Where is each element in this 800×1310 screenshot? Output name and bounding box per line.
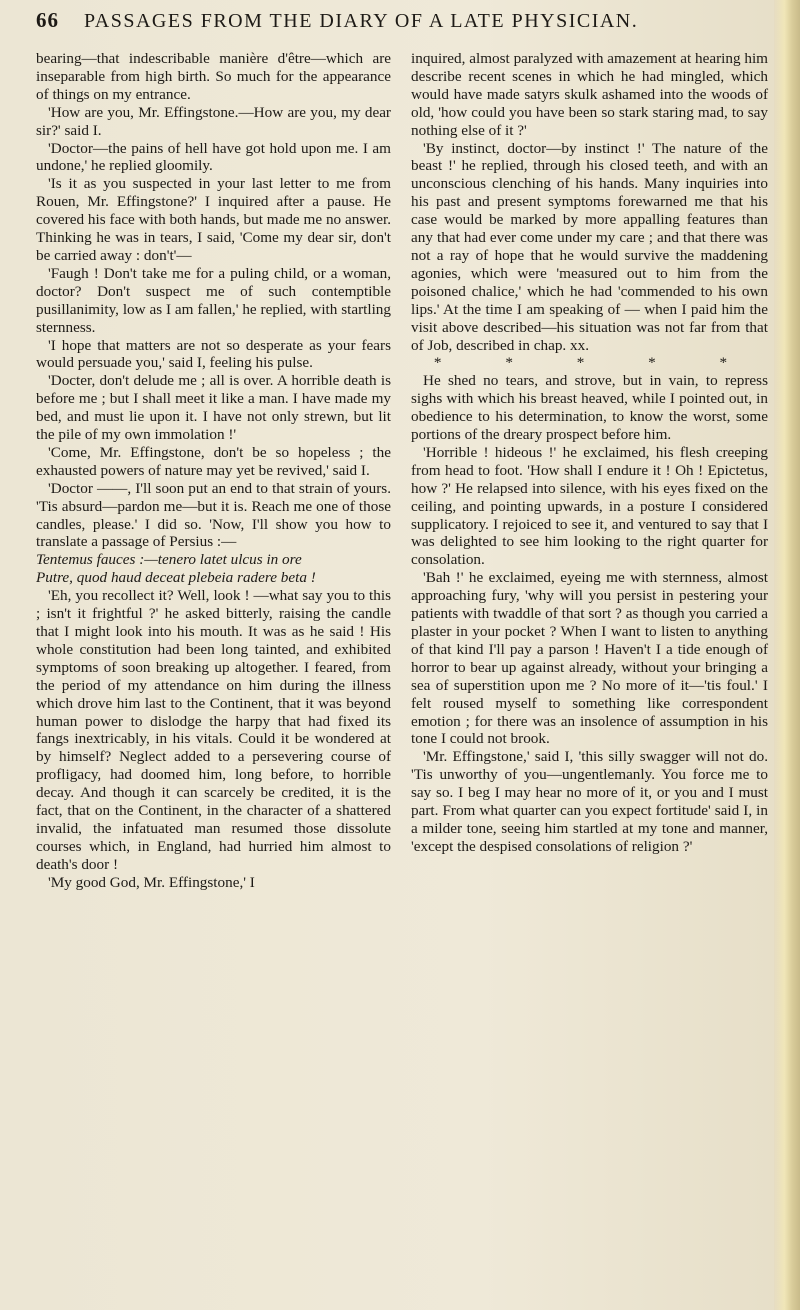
- section-break: * * * * *: [433, 354, 758, 372]
- page-number: 66: [36, 8, 59, 32]
- paragraph: 'Faugh ! Don't take me for a puling child, or a woman, doctor? Don't suspect me of such contemptible pusillanimity, low as I am fallen,' he replied, with startling sternness.: [36, 264, 391, 336]
- page-header: [36, 6, 776, 40]
- left-column: [36, 50, 391, 892]
- paragraph: 'Doctor—the pains of hell have got hold upon me. I am undone,' he replied gloomily.: [36, 139, 391, 175]
- paragraph: 'Come, Mr. Effingstone, don't be so hopeless ; the exhausted powers of nature may yet be revived,' said I.: [36, 443, 391, 479]
- right-column: [411, 50, 768, 856]
- paragraph: 'How are you, Mr. Effingstone.—How are you, my dear sir?' said I.: [36, 103, 391, 139]
- paragraph: 'By instinct, doctor—by instinct !' The nature of the beast !' he replied, through his closed teeth, and with an unconscious clenching of his hands. Many inquiries into his past and present symptoms forewarned me that his case would be marked by more appalling features than any that had ever come under my care ; and that there was not a ray of hope that he would survive the maddening agonies, which were 'measured out to him from the poisoned chalice,' which he had 'commended to his own lips.' At the time I am speaking of — when I paid him the visit above described—his situation was not far from that of Job, described in chap. xx.: [411, 139, 768, 354]
- paragraph: 'I hope that matters are not so desperate as your fears would persuade you,' said I, feeling his pulse.: [36, 336, 391, 372]
- paragraph: He shed no tears, and strove, but in vain, to repress sighs with which his breast heaved, while I pointed out, in obedience to his determination, to know the worst, some portions of the dreary prospect before him.: [411, 372, 768, 444]
- paragraph: 'Doctor ——, I'll soon put an end to that strain of yours. 'Tis absurd—pardon me—but it is. Reach me one of those candles, please.' I did so. 'Now, I'll show you how to translate a passage of Persius :—: [36, 479, 391, 551]
- paragraph: 'Docter, don't delude me ; all is over. A horrible death is before me ; but I shall meet it like a man. I have made my bed, and must lie upon it. I have not only strewn, but lit the pile of my own immolation !': [36, 372, 391, 444]
- paragraph: 'Bah !' he exclaimed, eyeing me with sternness, almost approaching fury, 'why will you persist in pestering your patients with twaddle of that sort ? as though you carried a plaster in your pocket ? When I want to listen to anything of that kind I'll pay a parson ! Haven't I a tide enough of horror to bear up against already, without your bringing a sea of superstition upon me ? No more of it—'tis foul.' I felt roused myself to something like correspondent emotion ; for there was an insolence of assumption in his tone I could not brook.: [411, 569, 768, 748]
- paragraph: bearing—that indescribable manière d'être—which are inseparable from high birth. So much for the appearance of things on my entrance.: [36, 50, 391, 103]
- paragraph: inquired, almost paralyzed with amazement at hearing him describe recent scenes in which he had mingled, which would have made satyrs skulk ashamed into the woods of old, 'how could you have been so stark staring mad, to say nothing else of it ?': [411, 50, 768, 139]
- verse-line: Putre, quod haud deceat plebeia radere beta !: [36, 569, 316, 587]
- verse-line: Tentemus fauces :—tenero latet ulcus in ore: [36, 551, 302, 569]
- page-edge: [774, 0, 800, 1310]
- running-head: PASSAGES FROM THE DIARY OF A LATE PHYSICIAN.: [84, 10, 639, 32]
- paragraph: 'Horrible ! hideous !' he exclaimed, his flesh creeping from head to foot. 'How shall I endure it ! Oh ! Epictetus, how ?' He relapsed into silence, with his eyes fixed on the ceiling, and pointing upwards, in a posture I considered supplicatory. I rejoiced to see it, and ventured to say that I was delighted to see him looking to the right quarter for consolation.: [411, 443, 768, 569]
- paragraph: 'Eh, you recollect it? Well, look ! —what say you to this ; isn't it frightful ?' he asked bitterly, raising the candle that I might look into his mouth. It was as he said ! His whole constitution had been long tainted, and exhibited symptoms of soon breaking up altogether. I feared, from the period of my attendance on him during the illness which drove him last to the Continent, that it was beyond human power to dislodge the harpy that had fixed its fangs inextricably, in his vitals. Could it be wondered at by himself? Neglect added to a persevering course of profligacy, had doomed him, long before, to horrible decay. And though it can scarcely be credited, it is the fact, that on the Continent, in the character of a shattered invalid, the infatuated man resumed those dissolute courses which, in England, had hurried him almost to death's door !: [36, 587, 391, 873]
- paragraph: 'Is it as you suspected in your last letter to me from Rouen, Mr. Effingstone?' I inquired after a pause. He covered his face with both hands, but made me no answer. Thinking he was in tears, I said, 'Come my dear sir, don't be carried away : don't'—: [36, 175, 391, 264]
- paragraph: 'My good God, Mr. Effingstone,' I: [48, 873, 255, 891]
- paragraph: 'Mr. Effingstone,' said I, 'this silly swagger will not do. 'Tis unworthy of you—ungentlemanly. You force me to say so. I beg I may hear no more of it, or you and I must part. From what quarter can you expect fortitude' said I, in a milder tone, seeing him startled at my tone and manner, 'except the despised consolations of religion ?': [411, 748, 768, 855]
